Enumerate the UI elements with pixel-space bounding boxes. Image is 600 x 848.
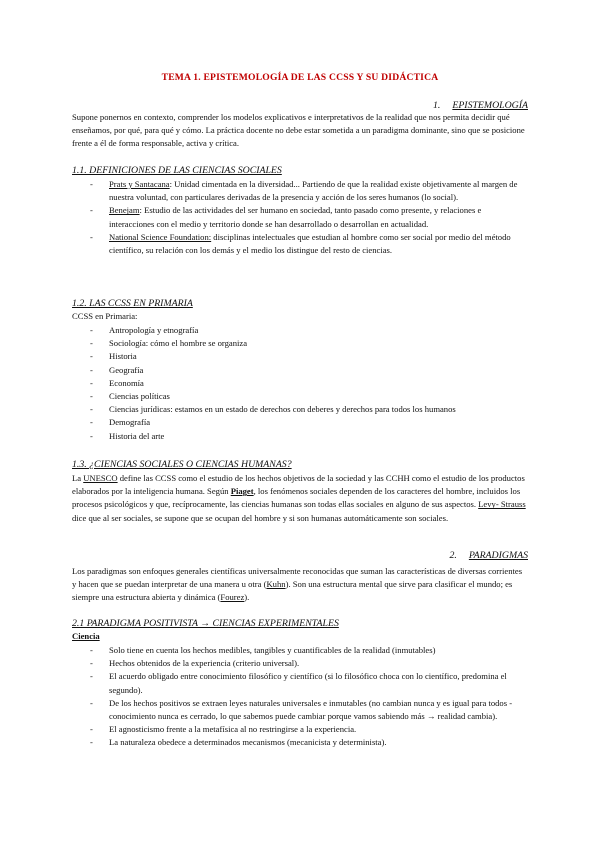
list-item: - Solo tiene en cuenta los hechos medibles, tangibles y cuantificables de la realidad (inmutables) [72,644,528,657]
list-item: - Antropología y etnografía [72,324,528,337]
author-name: Prats y Santacana [109,179,170,189]
section-2-1-heading: 2.1 PARADIGMA POSITIVISTA → CIENCIAS EXPERIMENTALES [72,618,339,629]
piaget-ref: Piaget [230,486,254,497]
list-item: - El acuerdo obligado entre conocimiento filosófico y científico (si lo filosófico choca con lo científico, predomina el segundo). [72,670,528,696]
list-item: - Geografía [72,364,528,377]
section-2-heading [450,550,529,561]
list-item: - Prats y Santacana: Unidad cimentada en la diversidad... Partiendo de que la realidad existe objetivamente al margen de nuestra voluntad, con particulares derivadas de la presencia y acción de los seres humanos (lo social). [72,178,528,204]
unesco-ref: UNESCO [83,473,118,483]
list-item: - El agnosticismo frente a la metafísica al no restringirse a la experiencia. [72,723,528,736]
section-1-1-heading: 1.1. DEFINICIONES DE LAS CIENCIAS SOCIALES [72,165,282,176]
ciencia-label: Ciencia [72,631,100,641]
definitions-list [72,178,528,257]
section-1-2-heading: 1.2. LAS CCSS EN PRIMARIA [72,298,193,309]
kuhn-ref: Kuhn [266,579,286,590]
list-item: - National Science Foundation: disciplinas intelectuales que estudian al hombre como ser social por medio del método científico, su relación con los demás y el medio los distingue del resto de ciencias. [72,231,528,257]
ccss-primaria-label: CCSS en Primaria: [72,311,138,321]
list-item: - Demografía [72,416,528,429]
list-item: - Hechos obtenidos de la experiencia (criterio universal). [72,657,528,670]
section-1-number: 1. [432,100,441,111]
list-item: - De los hechos positivos se extraen leyes naturales universales e inmutables (no cambian nunca y es igual para todos - conocimiento nunca es cerrado, lo que sabemos puede cambiar porque vamos sabiendo más → realidad cambia). [72,697,528,723]
section-2-paragraph: Los paradigmas son enfoques generales científicas universalmente reconocidas que suman las características de diversas corrientes y hacen que se puedan interpretar de una manera u otra (Kuhn). Son una estructura mental que sirve para clasificar el mundo; es siempre una estructura abierta y dinámica (Fourez). [72,566,523,603]
list-item: - Economía [72,377,528,390]
author-name: Benejam [109,205,140,216]
list-item: - Ciencias políticas [72,390,528,403]
ccss-list [72,324,528,443]
section-1-3-paragraph: La UNESCO define las CCSS como el estudio de los hechos objetivos de la sociedad y las CCHH como el estudio de los productos elaborados por la inteligencia humana. Según Piaget, los fenómenos sociales dependen de los caracteres del hombre, incluidos los procesos psicológicos y que, recíprocamente, las ciencias humanas son todas ellas sociales en alguno de sus aspectos. Levy- Strauss dice que al ser sociales, se supone que se ocupan del hombre y si son humanas automáticamente son sociales. [72,473,526,523]
list-item: - Ciencias jurídicas: estamos en un estado de derechos con deberes y derechos para todos los humanos [72,403,528,416]
section-2-number: 2. [449,550,457,561]
fourez-ref: Fourez [220,592,245,603]
section-1-title: EPISTEMOLOGÍA [452,100,528,111]
section-2-title: PARADIGMAS [468,550,528,561]
document-title: TEMA 1. EPISTEMOLOGÍA DE LAS CCSS Y SU DIDÁCTICA [161,72,439,83]
list-item: - Historia [72,350,528,363]
section-1-intro: Supone ponernos en contexto, comprender los modelos explicativos e interpretativos de la realidad que nos permita decidir qué enseñamos, por qué, para qué y cómo. La práctica docente no debe estar sometida a un paradigma dominante, sino que se posicione frente a él de forma responsable, activa y crítica. [72,112,525,149]
section-1-3-heading: 1.3. ¿CIENCIAS SOCIALES O CIENCIAS HUMANAS? [72,459,292,470]
list-item: - Sociología: cómo el hombre se organiza [72,337,528,350]
positivism-list [72,644,528,750]
list-item: - Benejam: Estudio de las actividades del ser humano en sociedad, tanto pasado como presente, y relaciones e interacciones con el medio y territorio donde se han desarrollado o desarrollan en actualidad. [72,204,528,230]
list-item: - La naturaleza obedece a determinados mecanismos (mecanicista y determinista). [72,736,528,749]
list-item: - Historia del arte [72,430,528,443]
levy-strauss-ref: Levy- Strauss [478,499,526,510]
section-1-heading [433,100,528,111]
author-name: National Science Foundation: [109,231,212,242]
